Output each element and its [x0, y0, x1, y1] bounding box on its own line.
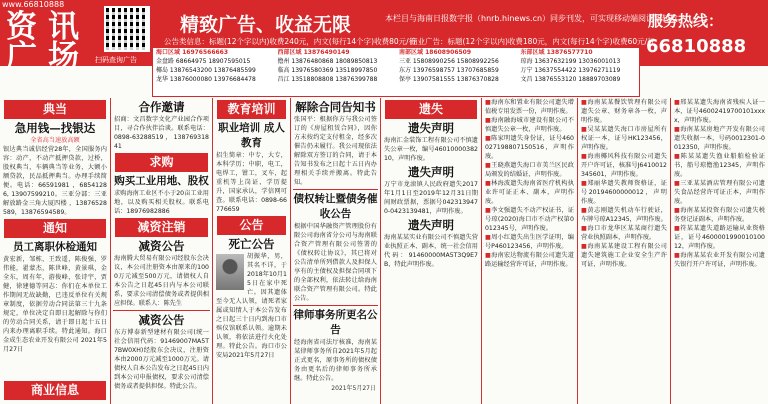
ad-body: 招生简章：中专，大专，本科学历；中职，电工，电焊工，钳工，叉车，起重机等上岗证，学历提升，国家承认，学信网可查。联系电话：0898-66776659	[216, 152, 287, 213]
qr-code-icon	[104, 6, 150, 52]
phone-cell: 万宁 13637554422 13976271119	[520, 67, 621, 74]
ad-title: 解除合同告知书	[295, 100, 376, 114]
list-item: ■吴某某遗失海口市房屋所有权证一本，证号HK123456，声明作废。	[581, 126, 667, 151]
ad-title: 债权转让暨债务催收公告	[293, 193, 378, 220]
logo-char-1: 资	[6, 9, 37, 45]
list-item: ■海南融海城市建设有限公司不慎遗失公章一枚，声明作废。	[485, 117, 574, 133]
logo-char-2: 讯	[48, 9, 79, 45]
column-education	[213, 98, 291, 404]
list-item: ■陈家明遗失身份证，证号460027198807150516，声明作废。	[485, 135, 574, 160]
section-header-lost: 遗失	[385, 100, 477, 119]
list-item: ■邢某某遗失海南省残疾人证一本，证号46002419700101xxxx，声明作废。	[674, 99, 765, 124]
ad-body: 张国平：根据你方与我公司签订的《房屋租赁合同》，因你方未按约定支付租金，经多次催告仍未履行。我公司现依法解除双方签订的合同，请于本告知书发布之日起十五日内办理相关手续并搬离。特此告知。	[294, 116, 377, 186]
ad-title: 减资公告	[138, 313, 185, 327]
ad-title: 合作邀请	[138, 100, 185, 114]
logo-char-3: 广	[6, 39, 37, 75]
list-item: ■海南椰风科技有限公司遗失开户许可证，核准号J6410012345601，声明作废。	[581, 153, 667, 178]
section-header-capital-reduction: 减资注销	[115, 218, 208, 237]
list-item: ■海南某某餐饮管理有限公司遗失公章、财务章各一枚，声明作废。	[581, 99, 667, 124]
phone-cell: 昌江 13518808808 13876399788	[277, 76, 378, 83]
ad-title: 减资公告	[138, 239, 185, 253]
ad-title: 遗失声明	[408, 165, 454, 179]
ad-body: 根据中国华融资产管理股份有限公司海南省分公司与海南联合资产管理有限公司签署的《债权转让协议》，其已将对公告清单所列借款人及担保人享有的主债权及担保合同项下的全部权利，依法转让给海南联合资产管理有限公司。特此公告。	[294, 223, 377, 302]
column-contracts	[291, 98, 381, 404]
phone-cell: 西部区域 13876490149	[277, 49, 350, 56]
phone-cell: 东部区域 13876577710	[520, 49, 593, 56]
ad-title: 遗失声明	[408, 121, 454, 135]
ad-title: 员工离职休检通知	[13, 241, 97, 253]
ad-body: 银达典当诚信经营28年，全国服务内容：动产，不动产抵押贷款，过桥，股权典当，车辆典当等业务，大额小额贷款，民品抵押典当。办理手续简便。电话：66591981 ，68541286, 13907599210。三亚分部：三亚解放路金三角大厦四楼 ，13876528589，13876594589。	[3, 146, 107, 216]
phone-cell: 龙华 13876000080 13976684478	[156, 76, 256, 83]
list-item: ■海南某某房地产开发有限公司遗失收据一本，号码0012301-0012350，声明作废。	[674, 126, 765, 151]
section-header-business: 商业信息	[4, 381, 106, 400]
regional-phone-table	[152, 47, 640, 97]
site-url: www.66810888	[2, 0, 65, 9]
phone-row	[153, 66, 639, 75]
ad-title: 死亡公告	[228, 237, 275, 251]
ad-body: 东方博泰新型建材有限公司(统一社会信用代码：91469007MA5T7BW0XH)经股东会决议，注册资本由2000万元减至1000万元。请债权人自本公告发布之日起45日内到本公司申报债权，要求公司清偿债务或者提供担保。特此公告。	[114, 329, 209, 390]
divider	[293, 189, 378, 190]
divider	[293, 305, 378, 306]
section-header-announcement: 公告	[217, 216, 286, 235]
phone-cell: 保亭 13907581555 13876370828	[399, 76, 499, 83]
ad-body: 经海南省司法厅核准，海南某某律师事务所自2021年5月起正式更名，原事务所的债权债务由更名后的律师事务所承继。特此公告。	[294, 339, 377, 382]
phone-row	[153, 57, 639, 66]
list-item: ■陈某某遗失渔业船舶检验证书，船号琼儋渔12345，声明作废。	[674, 153, 765, 178]
headline: 精致广告、收益无限	[180, 14, 352, 36]
phone-cell: 金盘路 68664975 18907595015	[156, 58, 251, 65]
phone-cell: 海口区域 16976566663	[156, 49, 229, 56]
hotline-number: 66810888	[646, 36, 747, 57]
list-item: ■周小红遗失出生医学证明，编号P460123456，声明作废。	[485, 234, 574, 250]
phone-cell: 椰岛 13876543200 13876485599	[156, 67, 256, 74]
list-item: ■海南某某投资有限公司遗失税务登记证副本，声明作废。	[674, 207, 765, 223]
ad-body: 海南腾大贸易有限公司经股东会决议，本公司注册资本由原来的1000万元减至500万元，请债权人自本公告之日起45日内与本公司联系，要求公司清偿债务或者提供相应担保。联系人：陈先生	[114, 255, 209, 307]
deceased-photo	[216, 254, 244, 290]
list-item: ■符某某遗失道路运输从业资格证，证号460000199001010012，声明作废。	[674, 225, 765, 250]
column-logo	[4, 6, 92, 74]
hotline-label: 服务热线：	[648, 12, 724, 30]
section-header-education: 教育培训	[217, 100, 286, 119]
section-header-purchase: 求购	[115, 153, 208, 172]
list-item: ■三亚某某酒店管理有限公司遗失食品经营许可证正本，声明作废。	[674, 180, 765, 205]
ad-body: 黄宏新，邹栋，王致遥，陈俊强，罗伟能，翟蒙杰，陈世峰，黄景琪，金全东，周有年，游俊峰，张诗宇，贾健，徐建德等同志：你们在本单位工作期间无故缺勤，已违反单位有关规章制度，依据劳动合同法第三十九条规定，单位决定自即日起解除与你们的劳动合同关系，请于即日起十五日内来办理离职手续。特此通知。海口金成生态农业开发有限公司 2021年5月27日	[3, 256, 107, 353]
phone-cell: 文昌 13876553120 18889703089	[520, 76, 621, 83]
phone-cell: 三亚 15808990256 15808992256	[399, 58, 499, 65]
ad-body: 求购海南工业区不小于20亩工业用地，以及购买相关股权。联系电话：18976982886	[114, 190, 209, 215]
column-pawn-notice	[0, 98, 111, 404]
ad-body: 海南汇金装饰工程有限公司不慎遗失公章一枚，编号4601000038210，声明作废。	[384, 137, 478, 162]
qr-caption: 扫码查询广告	[95, 56, 137, 64]
phone-cell: 临高 13976580369 13518997850	[277, 67, 378, 74]
phone-cell: 琼海 13637632199 13036001013	[520, 58, 621, 65]
column-business	[111, 98, 213, 404]
column-lost-list-2	[578, 98, 671, 404]
list-item: ■海南某某农业开发有限公司遗失银行开户许可证，声明作废。	[674, 252, 765, 268]
list-item: ■李文强遗失不动产权证书，证号琼(2020)海口市不动产权第0012345号，声明作废。	[485, 207, 574, 232]
list-item: ■郑丽华遗失教师资格证，证号20194600000012，声明作废。	[581, 180, 667, 205]
ad-title: 急用钱—找银达	[14, 121, 96, 135]
logo-char-4: 场	[48, 39, 79, 75]
price-notice-right: 商业广告：标题(12个字以内)收费180元，内文(每行14个字)收费60元/行	[410, 37, 655, 46]
list-item: ■海南宏达物流有限公司遗失道路运输经营许可证，声明作废。	[485, 252, 574, 268]
phone-row	[153, 48, 639, 57]
ad-title: 律师事务所更名公告	[293, 309, 378, 336]
ad-title: 购买工业用地、股权	[114, 175, 209, 187]
price-notice-left: 公告类信息：标题(12个字以内)收费240元，内文(每行14个字)收费80元/行	[164, 37, 417, 46]
ad-date: 2021年5月27日	[331, 385, 376, 392]
phone-row	[153, 75, 639, 84]
column-lost-list-3	[671, 98, 768, 404]
list-item: ■海口市龙华区某某商行遗失营业执照副本，声明作废。	[581, 225, 667, 241]
list-item: ■王晓燕遗失海口市美兰区民政局颁发的结婚证，声明作废。	[485, 162, 574, 178]
section-header-pawn: 典当	[4, 100, 106, 119]
ad-title: 职业培训 成人教育	[218, 122, 285, 149]
ad-body: 招商：文昌数字文化产业园合作项目，寻合作伙伴洽谈。联系电话：0898-63288519，13876931841	[114, 116, 209, 150]
column-lost-notices	[381, 98, 482, 404]
ad-body: 海南某某实业有限公司不慎遗失营业执照正本、副本，统一社会信用代码：91460000MA5T3Q9E7B，特此声明作废。	[384, 234, 478, 268]
list-item: ■海南东和置业有限公司遗失增值税专用发票一份，声明作废。	[485, 99, 574, 115]
phone-cell: 儋州 13876480868 18089850813	[277, 58, 378, 65]
ad-subtitle: 全省高当速放高额	[30, 137, 80, 144]
phone-cell: 南部区域 18608906509	[399, 49, 472, 56]
ad-body: 万宁市龙滚镇人民政府遗失2017年1月1日至2019年12月31日期间财政票据，票据号0423139470-0423139481，声明作废。	[384, 181, 478, 215]
list-item: ■黄志刚遗失机动车行驶证，车牌号琼A12345，声明作废。	[581, 207, 667, 223]
phone-cell: 东方 13976598757 13707685859	[399, 67, 499, 74]
divider	[113, 310, 210, 311]
list-item: ■林海波遗失海南省医疗机构执业许可证正本、副本，声明作废。	[485, 180, 574, 205]
ad-title: 遗失声明	[408, 218, 454, 232]
column-lost-list-1	[482, 98, 578, 404]
ad-body: 胡振华，男，其名不详，于2018年10月15日在家中死亡。因其遗体至今无人认领，请死者家属或知情人于本公告发布之日起三十日内到海口市殡仪馆联系认领。逾期未认领，将依法进行火化处理。特此公告。海口市公安局2021年5月27日	[216, 253, 287, 359]
slogan: 本栏目与海南日报数字报（hnrb.hinews.cn）同步刊发，可实现移动端阅读和转发。	[385, 14, 687, 23]
section-header-notice: 通知	[4, 219, 106, 238]
list-item: ■海南某某建设工程有限公司遗失建筑施工企业安全生产许可证，声明作废。	[581, 243, 667, 268]
